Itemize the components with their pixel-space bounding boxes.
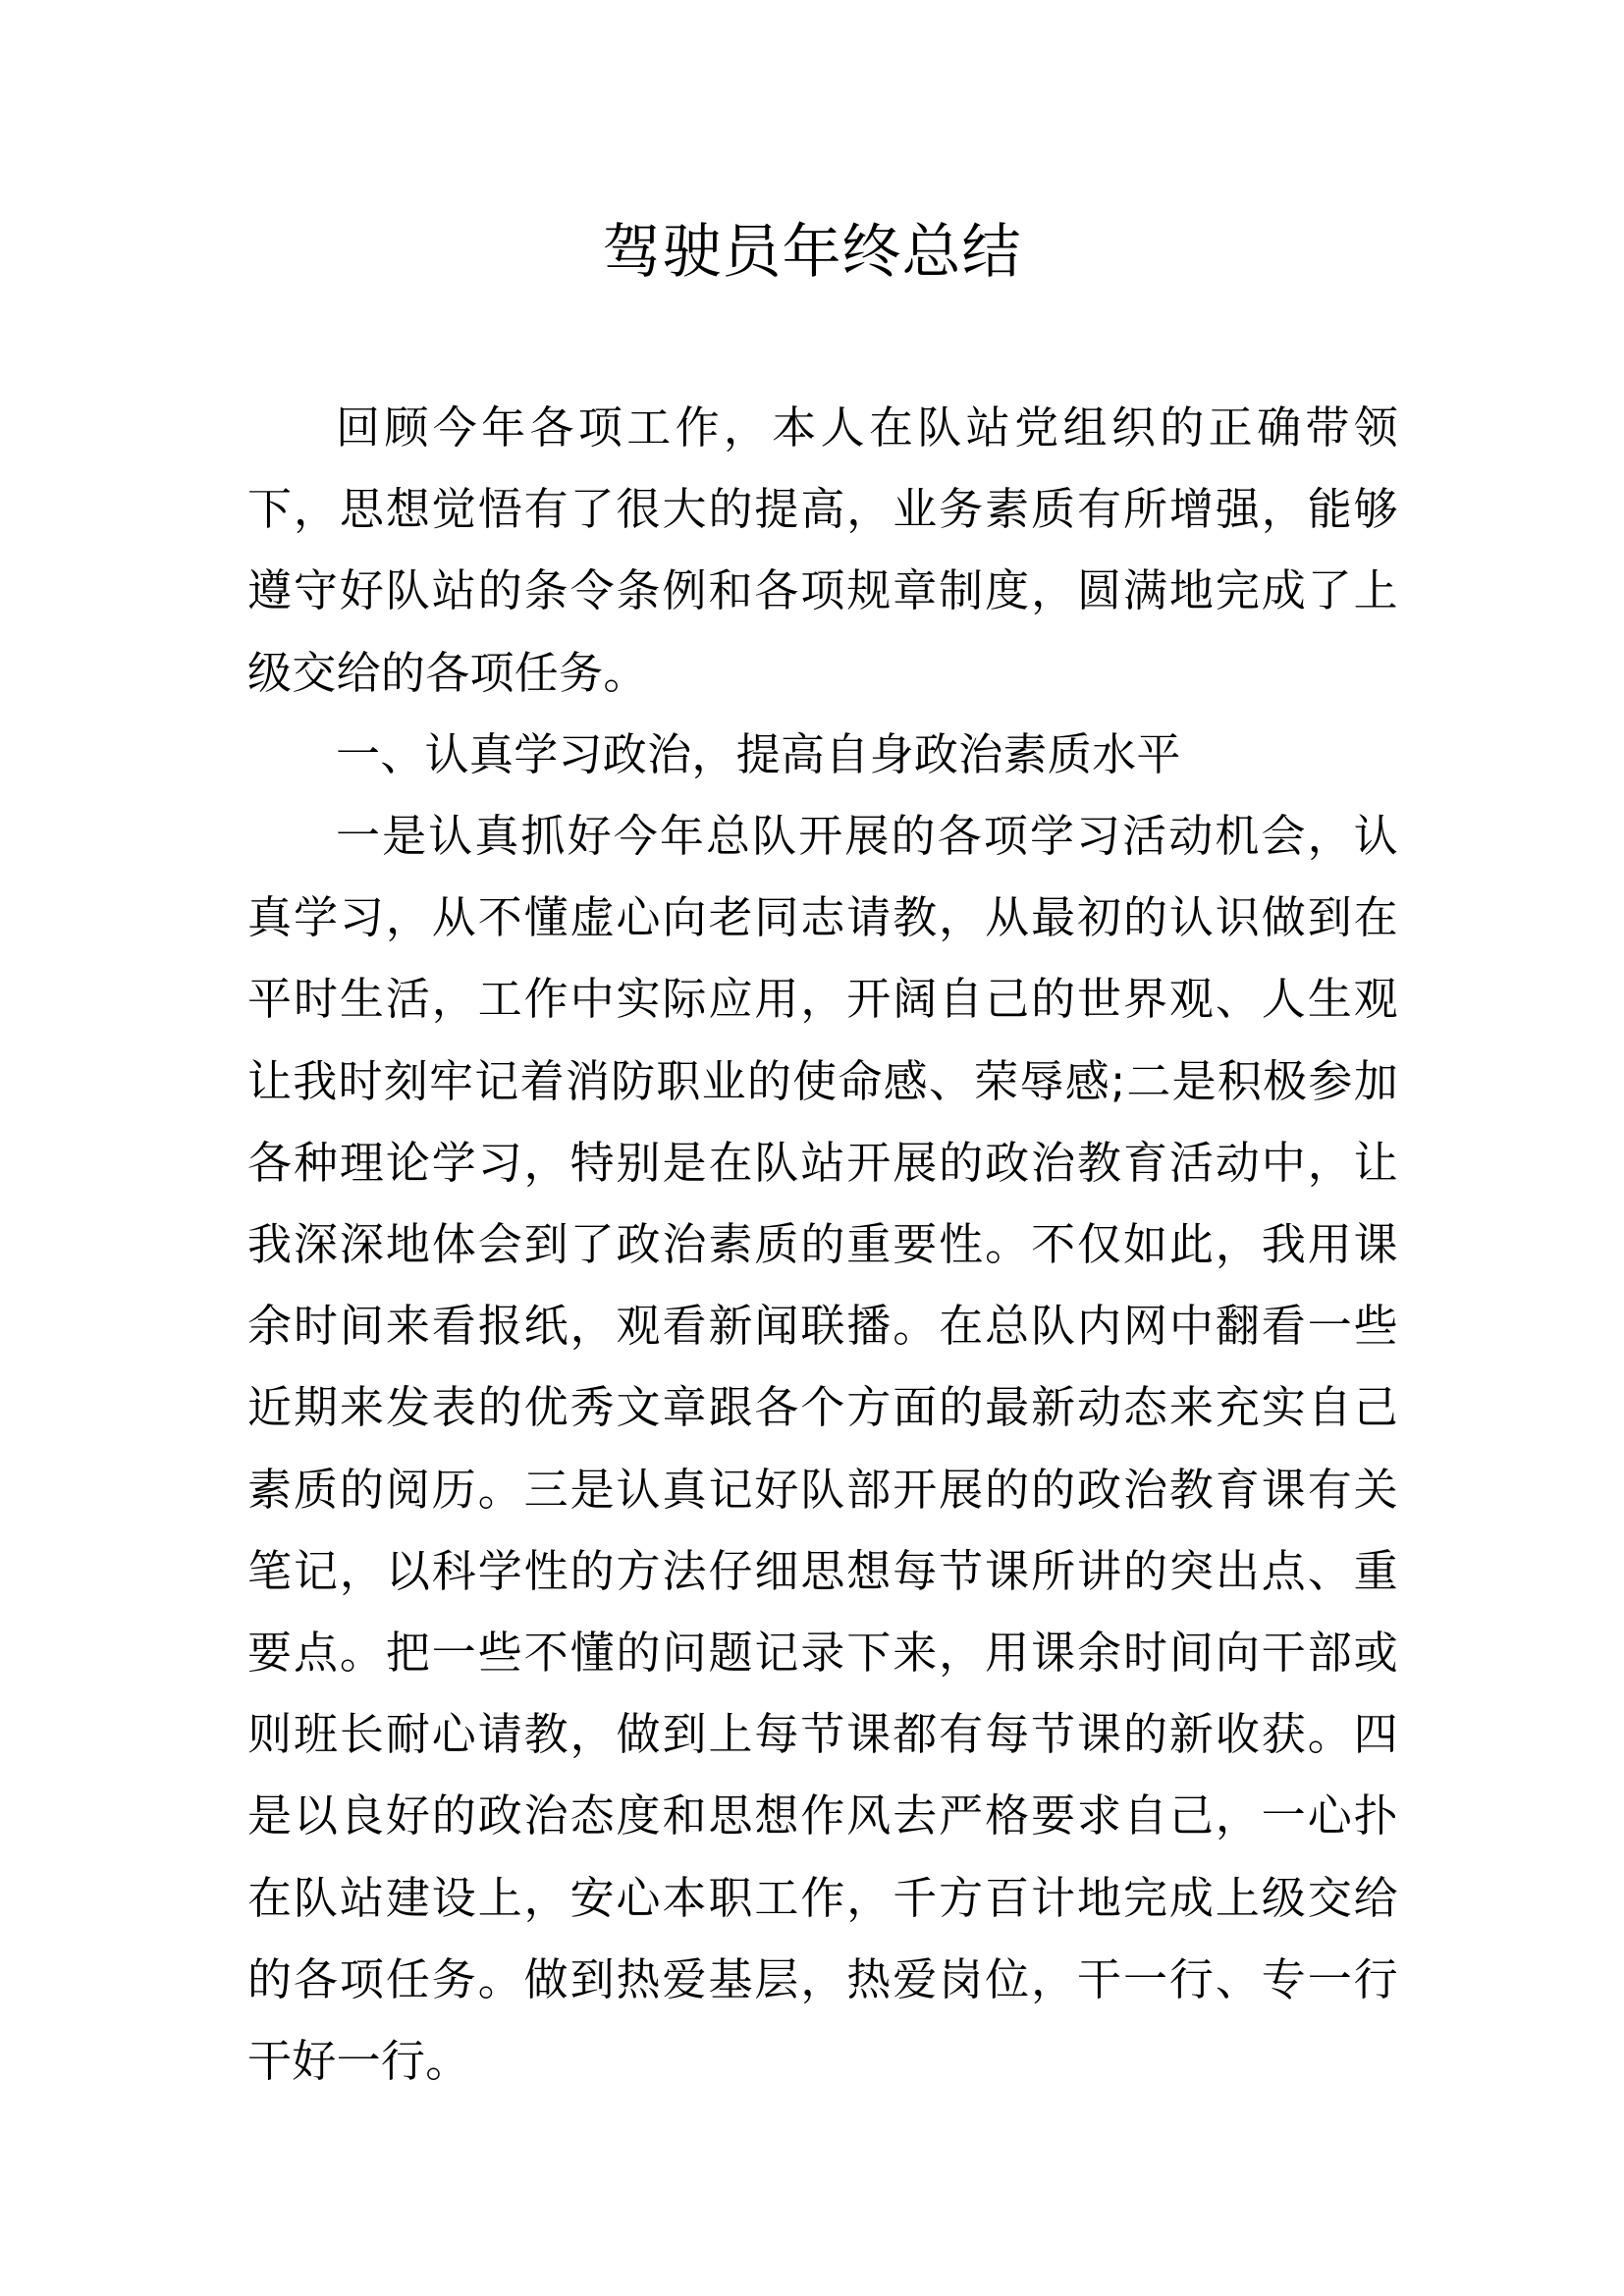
section-paragraph: 一是认真抓好今年总队开展的各项学习活动机会，认真学习，从不懂虚心向老同志请教，从最初的认识做到在平时生活，工作中实际应用，开阔自己的世界观、人生观让我时刻牢记着消防职业的使命感、荣辱感;二是积极参加各种理论学习，特别是在队站开展的政治教育活动中，让我深深地体会到了政治素质的重要性。不仅如此，我用课余时间来看报纸，观看新闻联播。在总队内网中翻看一些近期来发表的优秀文章跟各个方面的最新动态来充实自己素质的阅历。三是认真记好队部开展的的政治教育课有关笔记，以科学性的方法仔细思想每节课所讲的突出点、重要点。把一些不懂的问题记录下来，用课余时间向干部或则班长耐心请教，做到上每节课都有每节课的新收获。四是以良好的政治态度和思想作风去严格要求自己，一心扑在队站建设上，安心本职工作，千方百计地完成上级交给的各项任务。做到热爱基层，热爱岗位，干一行、专一行干好一行。	[247, 810, 1398, 2088]
document-body	[247, 387, 1398, 2102]
section-heading: 一、认真学习政治，提高自身政治素质水平	[336, 727, 1181, 780]
intro-paragraph: 回顾今年各项工作，本人在队站党组织的正确带领下，思想觉悟有了很大的提高，业务素质有所增强，能够遵守好队站的条令条例和各项规章制度，圆满地完成了上级交给的各项任务。	[247, 401, 1398, 699]
document-title: 驾驶员年终总结	[602, 218, 1022, 287]
